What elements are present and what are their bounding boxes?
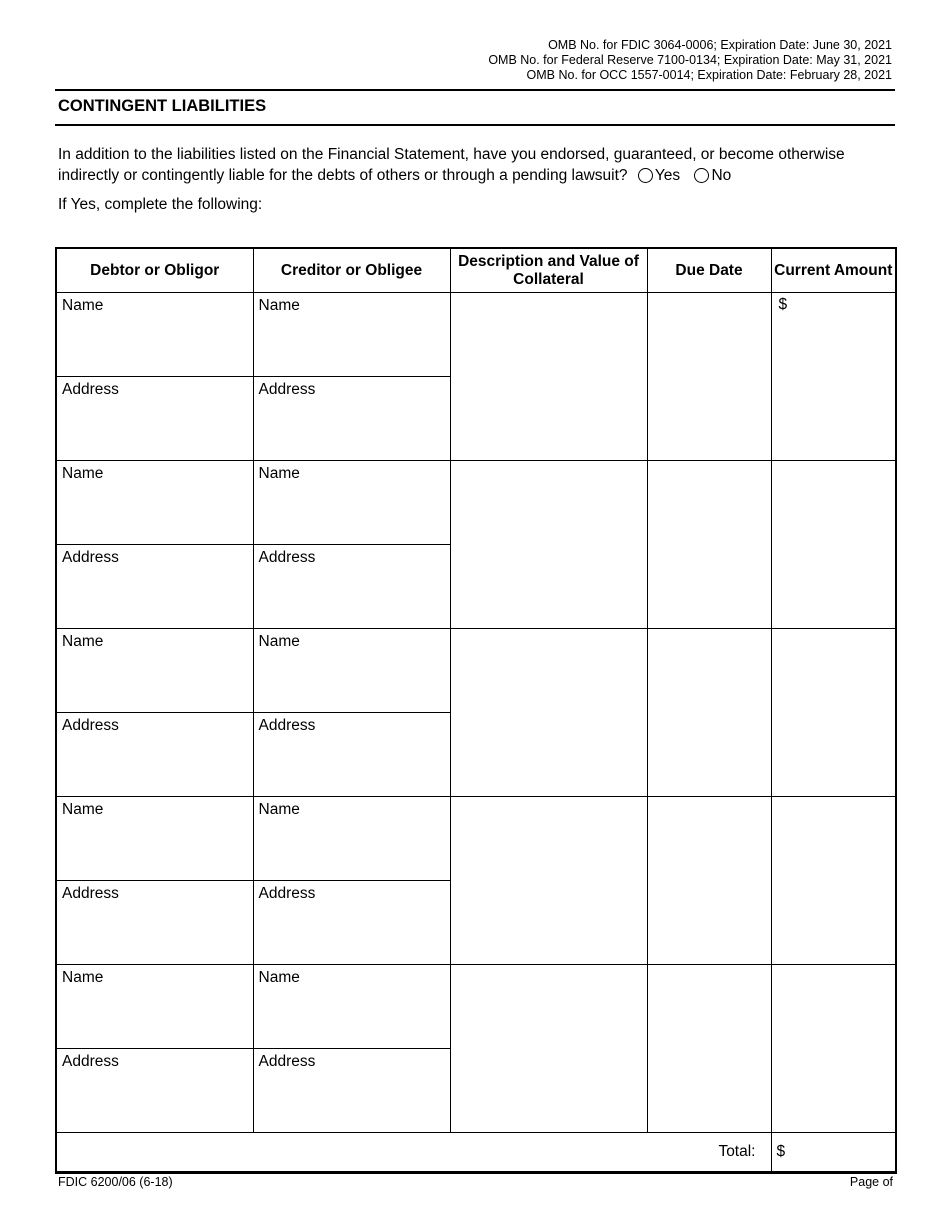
table-row	[56, 293, 896, 377]
yes-label: Yes	[654, 167, 681, 184]
table-row	[56, 629, 896, 713]
omb-line-fdic: OMB No. for FDIC 3064-0006; Expiration Date: June 30, 2021	[548, 38, 892, 52]
table-header-row	[56, 248, 896, 293]
creditor-address-field[interactable]: Address	[253, 881, 450, 965]
due-date-field[interactable]	[647, 461, 771, 629]
top-divider	[55, 89, 895, 91]
collateral-field[interactable]	[450, 461, 647, 629]
section-title: CONTINGENT LIABILITIES	[58, 97, 267, 115]
if-yes-instruction: If Yes, complete the following:	[58, 196, 263, 213]
total-row	[56, 1133, 896, 1173]
creditor-name-field[interactable]: Name	[253, 965, 450, 1049]
due-date-field[interactable]	[647, 965, 771, 1133]
creditor-address-field[interactable]: Address	[253, 1049, 450, 1133]
creditor-address-field[interactable]: Address	[253, 713, 450, 797]
no-label: No	[711, 167, 732, 184]
current-amount-field[interactable]	[771, 965, 896, 1133]
creditor-name-field[interactable]: Name	[253, 629, 450, 713]
question-line-1: In addition to the liabilities listed on the Financial Statement, have you endorsed, guaranteed, or become otherwise	[58, 146, 845, 163]
collateral-field[interactable]	[450, 293, 647, 461]
header-current-amount: Current Amount	[771, 248, 896, 293]
omb-line-occ: OMB No. for OCC 1557-0014; Expiration Date: February 28, 2021	[526, 68, 892, 82]
creditor-name-field[interactable]: Name	[253, 797, 450, 881]
header-debtor: Debtor or Obligor	[56, 248, 253, 293]
collateral-field[interactable]	[450, 965, 647, 1133]
debtor-name-field[interactable]: Name	[56, 629, 253, 713]
debtor-address-field[interactable]: Address	[56, 881, 253, 965]
omb-line-frb: OMB No. for Federal Reserve 7100-0134; Expiration Date: May 31, 2021	[488, 53, 892, 67]
contingent-liabilities-table	[55, 247, 897, 1174]
header-creditor: Creditor or Obligee	[253, 248, 450, 293]
header-collateral: Description and Value of Collateral	[450, 248, 647, 293]
table-row	[56, 797, 896, 881]
current-amount-field[interactable]	[771, 797, 896, 965]
total-label: Total:	[56, 1133, 771, 1173]
contingent-question	[58, 144, 888, 186]
total-amount-field[interactable]: $	[771, 1133, 896, 1173]
page-number: Page of	[849, 1175, 893, 1189]
debtor-name-field[interactable]: Name	[56, 461, 253, 545]
debtor-address-field[interactable]: Address	[56, 377, 253, 461]
due-date-field[interactable]	[647, 797, 771, 965]
debtor-name-field[interactable]: Name	[56, 797, 253, 881]
collateral-field[interactable]	[450, 629, 647, 797]
debtor-address-field[interactable]: Address	[56, 713, 253, 797]
creditor-name-field[interactable]: Name	[253, 293, 450, 377]
header-due-date: Due Date	[647, 248, 771, 293]
debtor-name-field[interactable]: Name	[56, 293, 253, 377]
debtor-address-field[interactable]: Address	[56, 1049, 253, 1133]
current-amount-field[interactable]	[771, 629, 896, 797]
title-divider	[55, 124, 895, 126]
table-row	[56, 461, 896, 545]
creditor-address-field[interactable]: Address	[253, 377, 450, 461]
table-row	[56, 965, 896, 1049]
question-line-2: indirectly or contingently liable for the debts of others or through a pending lawsuit?	[58, 167, 628, 184]
omb-block	[488, 38, 892, 83]
collateral-field[interactable]	[450, 797, 647, 965]
debtor-address-field[interactable]: Address	[56, 545, 253, 629]
creditor-address-field[interactable]: Address	[253, 545, 450, 629]
form-id: FDIC 6200/06 (6-18)	[58, 1175, 173, 1189]
due-date-field[interactable]	[647, 629, 771, 797]
no-radio[interactable]	[694, 168, 709, 183]
yes-radio[interactable]	[638, 168, 653, 183]
current-amount-field[interactable]	[771, 293, 896, 461]
amount-dollar-sign: $	[778, 296, 788, 313]
due-date-field[interactable]	[647, 293, 771, 461]
creditor-name-field[interactable]: Name	[253, 461, 450, 545]
current-amount-field[interactable]	[771, 461, 896, 629]
debtor-name-field[interactable]: Name	[56, 965, 253, 1049]
